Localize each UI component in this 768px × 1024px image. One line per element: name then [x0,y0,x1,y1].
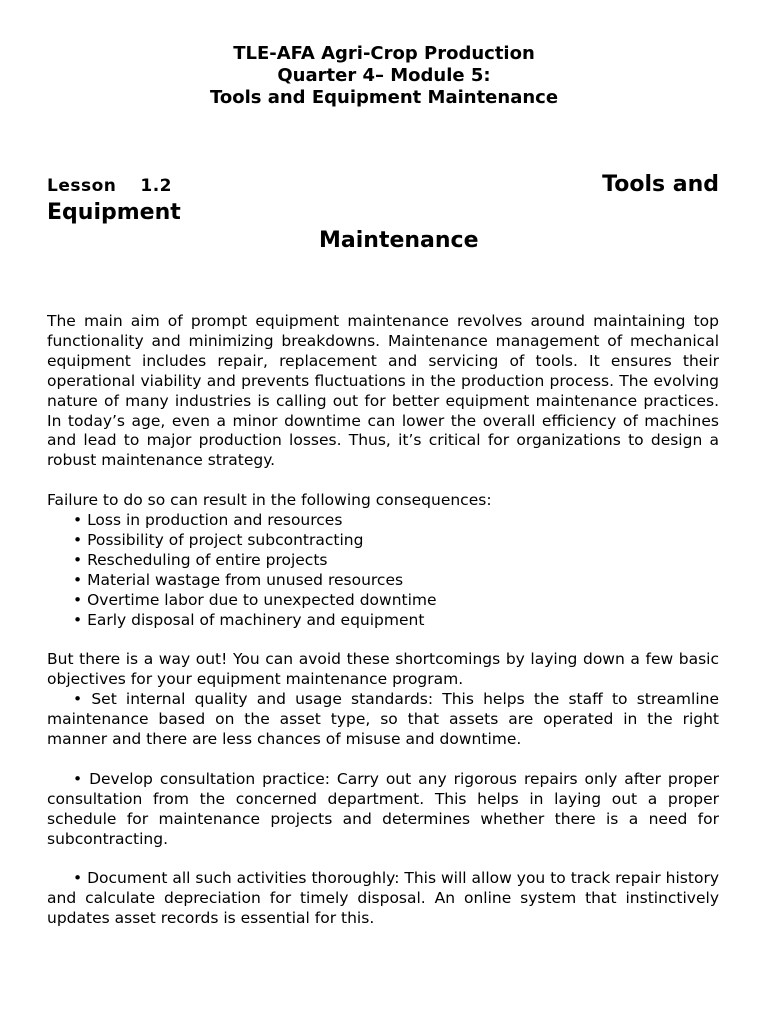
lesson-heading [47,172,719,197]
way-out-paragraph: But there is a way out! You can avoid these shortcomings by laying down a few basic objectives for your equipment maintenance program. [47,650,719,689]
header-line-quarter: Quarter 4– Module 5: [277,65,491,86]
lesson-title-part3: Maintenance [319,228,479,253]
header-line-module-title: Tools and Equipment Maintenance [209,87,559,108]
list-item: • Early disposal of machinery and equipment [73,610,425,629]
lesson-title-part2: Equipment [47,200,181,225]
module-header [0,43,768,109]
consequences-lead: Failure to do so can result in the following consequences: [47,491,492,510]
objective-consultation: • Develop consultation practice: Carry out any rigorous repairs only after proper consultation from the concerned department. This helps in laying out a proper schedule for maintenance projects and determines whether there is a need for subcontracting. [47,769,719,848]
list-item: • Possibility of project subcontracting [73,530,364,549]
list-item: • Overtime labor due to unexpected downtime [73,590,437,609]
intro-paragraph: The main aim of prompt equipment maintenance revolves around maintaining top functionality and minimizing breakdowns. Maintenance management of mechanical equipment includes repair, replacement and servicing of tools. It ensures their operational viability and prevents fluctuations in the production process. The evolving nature of many industries is calling out for better equipment maintenance practices. In today’s age, even a minor downtime can lower the overall efficiency of machines and lead to major production losses. Thus, it’s critical for organizations to design a robust maintenance strategy. [47,312,719,470]
lesson-num: 1.2 [140,176,173,196]
lesson-number [47,176,172,196]
lesson-title-part1: Tools and [602,172,719,197]
header-line-course: TLE-AFA Agri-Crop Production [233,43,535,64]
list-item: • Material wastage from unused resources [73,570,404,589]
objective-quality-standards: • Set internal quality and usage standards: This helps the staff to streamline maintenance based on the asset type, so that assets are operated in the right manner and there are less chances of misuse and downtime. [47,690,719,748]
objective-documentation: • Document all such activities thoroughly: This will allow you to track repair history and calculate depreciation for timely disposal. An online system that instinctively updates asset records is essential for this. [47,869,719,928]
lesson-body [47,312,719,929]
lesson-label: Lesson [47,176,117,196]
consequences-list [47,511,719,630]
list-item: • Rescheduling of entire projects [73,550,328,569]
list-item: • Loss in production and resources [73,511,343,530]
